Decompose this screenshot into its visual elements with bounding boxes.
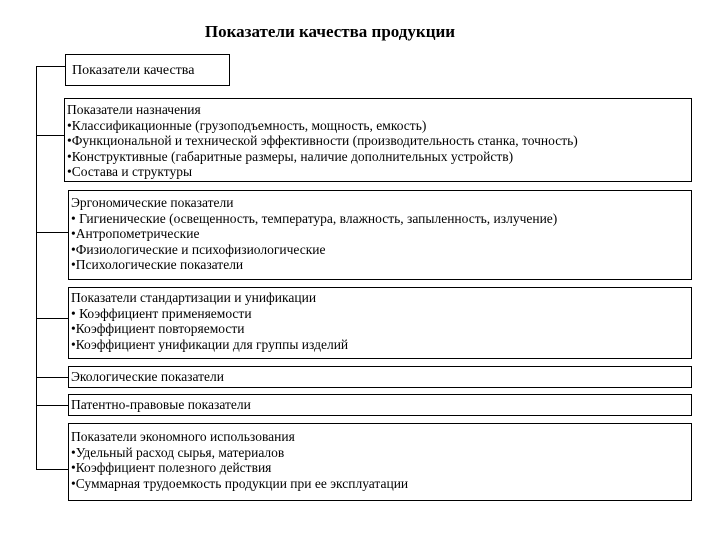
- connector-standardization: [36, 318, 68, 319]
- group-item: •Коэффициент повторяемости: [71, 321, 245, 336]
- group-item: • Коэффициент применяемости: [71, 305, 252, 321]
- group-item: •Антропометрические: [71, 226, 200, 241]
- group-item: •Классификационные (грузоподъемность, мощность, емкость): [67, 117, 427, 133]
- group-heading: Показатели экономного использования: [71, 429, 295, 444]
- group-purpose: [64, 98, 692, 182]
- group-heading: Экологические показатели: [71, 369, 225, 384]
- group-item: •Удельный расход сырья, материалов: [71, 444, 285, 460]
- trunk-connector: [36, 66, 37, 469]
- connector-purpose: [36, 135, 64, 136]
- group-item: •Коэффициент унификации для группы изделий: [71, 336, 349, 352]
- group-item: •Суммарная трудоемкость продукции при ее эксплуатации: [71, 475, 409, 491]
- group-item: •Физиологические и психофизиологические: [71, 241, 326, 257]
- group-ecological: [68, 366, 692, 388]
- connector-ecological: [36, 377, 68, 378]
- group-item: •Состава и структуры: [67, 164, 193, 179]
- group-heading: Показатели стандартизации и унификации: [71, 290, 317, 305]
- group-heading: Показатели назначения: [67, 102, 201, 117]
- connector-patent: [36, 405, 68, 406]
- group-heading: Эргономические показатели: [71, 195, 234, 210]
- group-patent: [68, 394, 692, 416]
- group-ergonomic: [68, 190, 692, 280]
- group-item: •Коэффициент полезного действия: [71, 460, 272, 475]
- group-heading: Патентно-правовые показатели: [71, 397, 251, 412]
- connector-ergonomic: [36, 232, 68, 233]
- group-item: •Функциональной и технической эффективности (производительность станка, точность): [67, 133, 578, 148]
- diagram-title: Показатели качества продукции: [204, 22, 456, 41]
- root-label: Показатели качества: [72, 63, 195, 78]
- group-economy: [68, 423, 692, 501]
- root-box: [65, 54, 230, 86]
- group-item: • Гигиенические (освещенность, температура, влажность, запыленность, излучение): [71, 210, 558, 226]
- connector-economy: [36, 469, 68, 470]
- group-item: •Психологические показатели: [71, 257, 244, 272]
- group-standardization: [68, 287, 692, 359]
- connector-root: [36, 66, 65, 67]
- group-item: •Конструктивные (габаритные размеры, наличие дополнительных устройств): [67, 148, 514, 164]
